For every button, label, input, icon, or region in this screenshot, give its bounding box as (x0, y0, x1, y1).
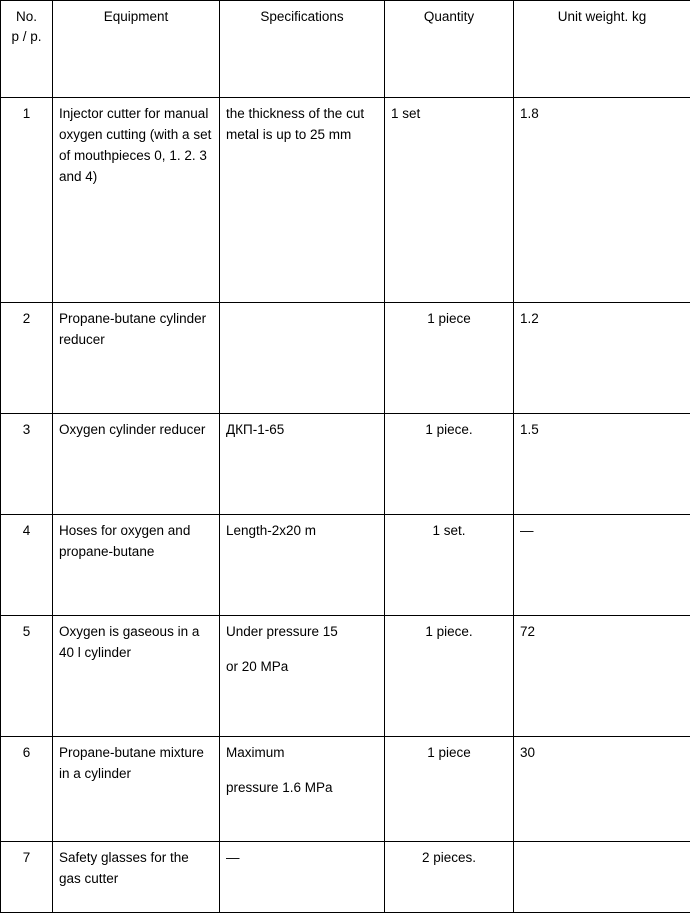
column-header-quantity: Quantity (385, 1, 514, 98)
table-body (1, 98, 690, 913)
cell-equipment: Hoses for oxygen and propane-butane (53, 515, 220, 616)
cell-equipment: Propane-butane mixture in a cylinder (53, 737, 220, 842)
cell-no: 7 (1, 842, 53, 913)
cell-specifications: ДКП-1-65 (220, 414, 385, 515)
cell-equipment: Safety glasses for the gas cutter (53, 842, 220, 913)
cell-quantity: 1 piece. (385, 616, 514, 737)
cell-equipment: Oxygen cylinder reducer (53, 414, 220, 515)
cell-specifications (220, 616, 385, 737)
cell-no: 6 (1, 737, 53, 842)
cell-specifications-line2: pressure 1.6 MPa (226, 778, 378, 799)
cell-equipment: Oxygen is gaseous in a 40 l cylinder (53, 616, 220, 737)
column-header-no (1, 1, 53, 98)
cell-specifications: Length-2x20 m (220, 515, 385, 616)
cell-no: 2 (1, 303, 53, 414)
table-row (1, 414, 690, 515)
table-row (1, 842, 690, 913)
cell-quantity: 1 piece (385, 737, 514, 842)
cell-quantity: 1 set (385, 98, 514, 303)
table-row (1, 737, 690, 842)
column-header-specifications: Specifications (220, 1, 385, 98)
cell-unit-weight: 1.5 (514, 414, 690, 515)
cell-unit-weight: 1.2 (514, 303, 690, 414)
cell-quantity: 1 piece (385, 303, 514, 414)
cell-equipment: Propane-butane cylinder reducer (53, 303, 220, 414)
column-header-no-line2: p / p. (11, 29, 41, 44)
cell-quantity: 2 pieces. (385, 842, 514, 913)
cell-quantity: 1 piece. (385, 414, 514, 515)
cell-specifications-line2: or 20 MPa (226, 657, 378, 678)
cell-unit-weight: — (514, 515, 690, 616)
cell-quantity: 1 set. (385, 515, 514, 616)
cell-no: 5 (1, 616, 53, 737)
cell-specifications-line1: Maximum (226, 745, 285, 760)
cell-specifications: — (220, 842, 385, 913)
cell-specifications: the thickness of the cut metal is up to 25 mm (220, 98, 385, 303)
column-header-no-line1: No. (16, 9, 37, 24)
table-row (1, 303, 690, 414)
cell-no: 4 (1, 515, 53, 616)
cell-specifications-line1: Under pressure 15 (226, 624, 338, 639)
cell-no: 1 (1, 98, 53, 303)
table-row (1, 515, 690, 616)
column-header-unit-weight: Unit weight. kg (514, 1, 690, 98)
cell-specifications (220, 737, 385, 842)
table-row (1, 98, 690, 303)
table-row (1, 616, 690, 737)
table-header-row (1, 1, 690, 98)
cell-no: 3 (1, 414, 53, 515)
cell-specifications (220, 303, 385, 414)
cell-unit-weight: 72 (514, 616, 690, 737)
column-header-equipment: Equipment (53, 1, 220, 98)
table-header (1, 1, 690, 98)
cell-unit-weight: 30 (514, 737, 690, 842)
cell-unit-weight (514, 842, 690, 913)
cell-unit-weight: 1.8 (514, 98, 690, 303)
cell-equipment: Injector cutter for manual oxygen cutting (with a set of mouthpieces 0, 1. 2. 3 and 4) (53, 98, 220, 303)
